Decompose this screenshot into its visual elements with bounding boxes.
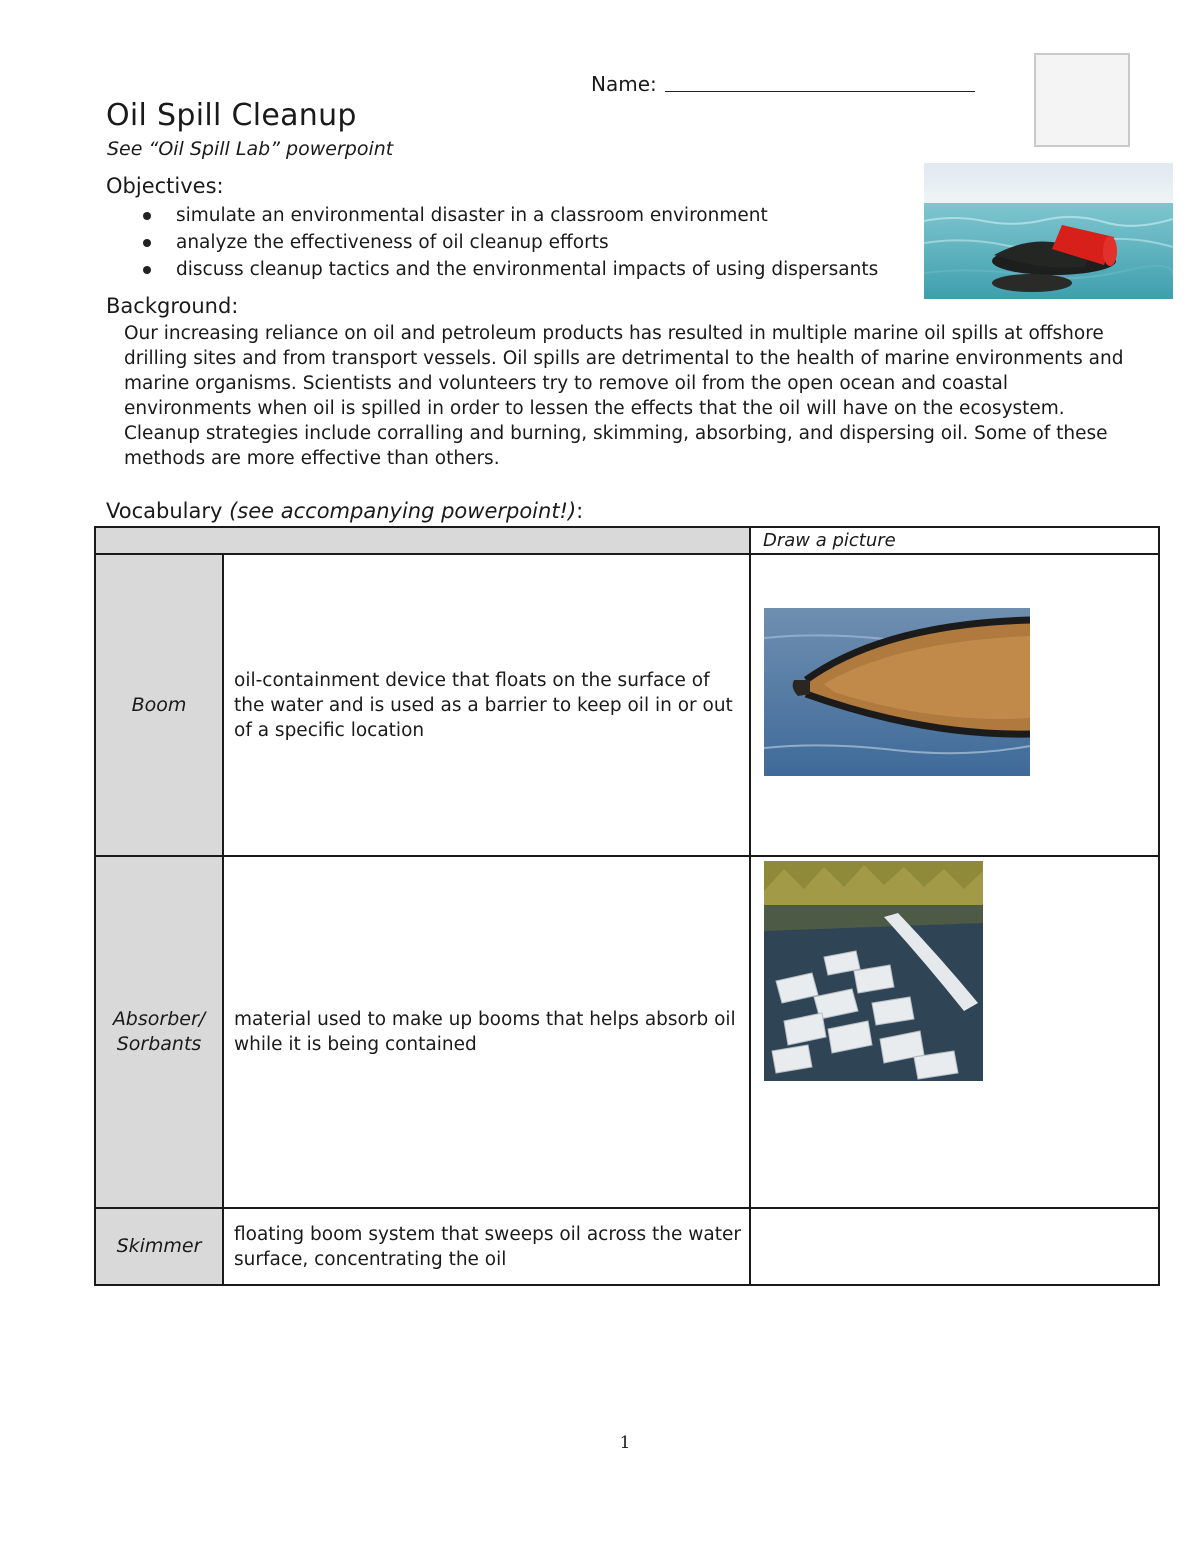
vocabulary-heading-note: (see accompanying powerpoint!): [229, 499, 577, 523]
table-row: [95, 554, 1159, 856]
sorbent-pads-photo: [764, 861, 983, 1081]
list-item: [140, 229, 878, 256]
page-subtitle: See “Oil Spill Lab” powerpoint: [107, 138, 394, 160]
bullet-icon: [143, 212, 151, 220]
vocabulary-table: [94, 526, 1160, 1286]
definition-cell: material used to make up booms that helps absorb oil while it is being contained: [223, 856, 750, 1208]
picture-column-header: Draw a picture: [750, 527, 1159, 554]
vocabulary-heading: [106, 499, 583, 523]
table-header-row: [95, 527, 1159, 554]
vocabulary-heading-text: Vocabulary: [106, 499, 223, 523]
name-blank-line[interactable]: [665, 73, 975, 92]
list-item: [140, 256, 878, 283]
header-blank-cell: [95, 527, 750, 554]
term-cell: Boom: [95, 554, 223, 856]
background-paragraph: Our increasing reliance on oil and petroleum products has resulted in multiple marine oil spills at offshore drilling sites and from transport vessels. Oil spills are detrimental to the health of marine environments and marine organisms. Scientists and volunteers try to remove oil from the open ocean and coastal environments when oil is spilled in order to lessen the effects that the oil will have on the ecosystem. Cleanup strategies include corralling and burning, skimming, absorbing, and dispersing oil. Some of these methods are more effective than others.: [124, 323, 1124, 469]
objective-text: simulate an environmental disaster in a classroom environment: [176, 205, 768, 226]
objective-text: discuss cleanup tactics and the environmental impacts of using dispersants: [176, 259, 879, 280]
picture-cell[interactable]: [750, 554, 1159, 856]
background-heading: Background:: [106, 294, 239, 318]
blank-box: [1034, 53, 1130, 147]
table-row: [95, 1208, 1159, 1285]
picture-cell[interactable]: [750, 1208, 1159, 1285]
picture-cell[interactable]: [750, 856, 1159, 1208]
page-number: 1: [619, 1433, 631, 1453]
table-row: [95, 856, 1159, 1208]
boom-photo: [764, 608, 1030, 776]
definition-cell: floating boom system that sweeps oil across the water surface, concentrating the oil: [223, 1208, 750, 1285]
list-item: [140, 202, 878, 229]
page-title: Oil Spill Cleanup: [106, 98, 357, 133]
vocabulary-heading-colon: :: [576, 499, 584, 523]
objectives-list: [140, 202, 878, 283]
objectives-heading: Objectives:: [106, 174, 224, 198]
objective-text: analyze the effectiveness of oil cleanup efforts: [176, 232, 609, 253]
term-cell: Skimmer: [95, 1208, 223, 1285]
bullet-icon: [143, 266, 151, 274]
name-label: Name:: [591, 72, 657, 96]
bullet-icon: [143, 239, 151, 247]
term-cell: Absorber/ Sorbants: [95, 856, 223, 1208]
name-field-row: [591, 72, 975, 96]
oil-spill-buoy-image: [924, 163, 1173, 299]
definition-cell: oil-containment device that floats on the surface of the water and is used as a barrier to keep oil in or out of a specific location: [223, 554, 750, 856]
